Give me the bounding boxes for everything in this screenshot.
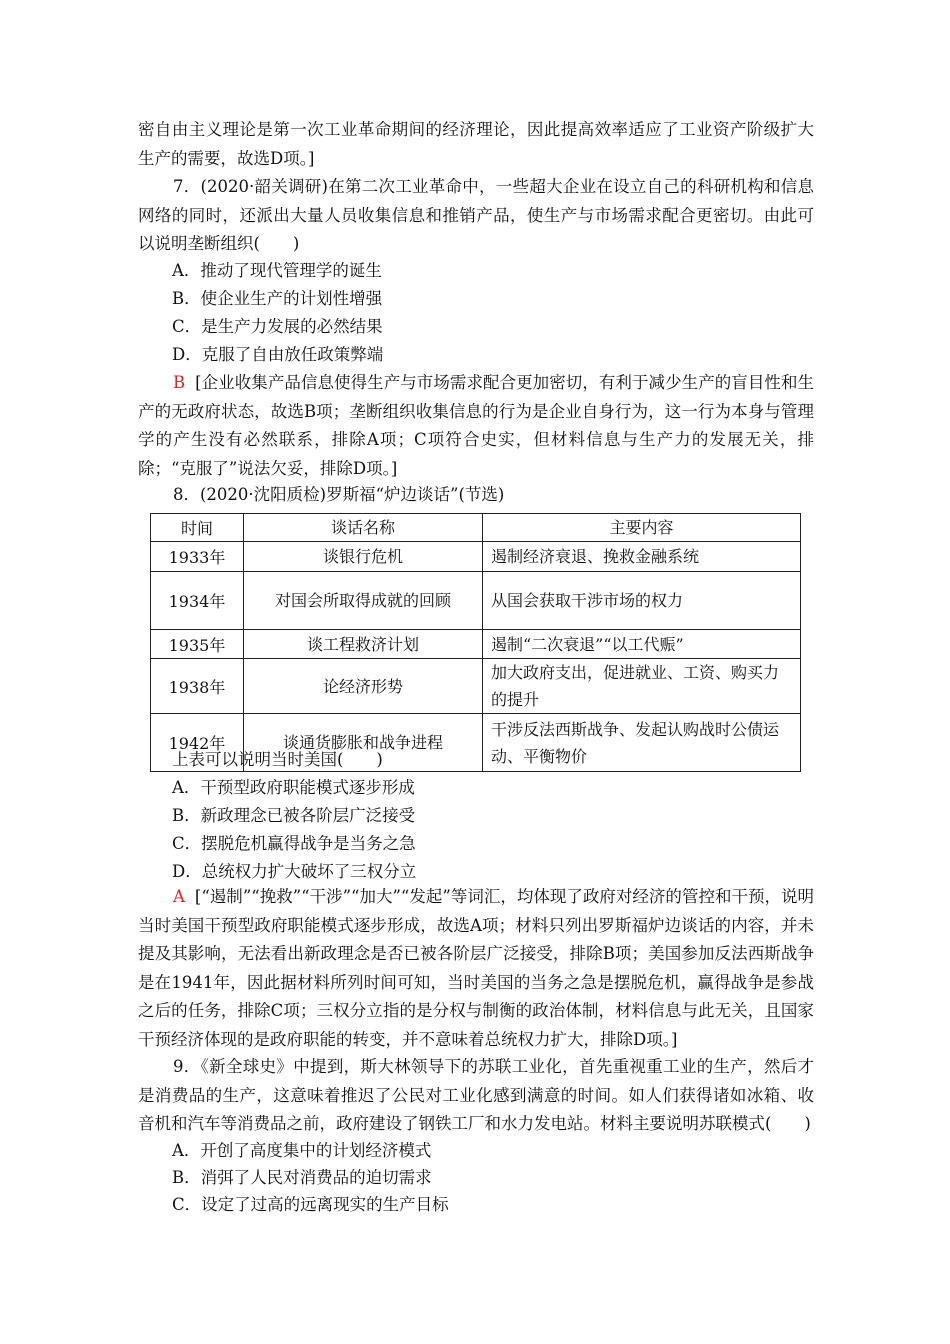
q7-option-c: C．是生产力发展的必然结果 [172,317,383,336]
q8-question-prompt: 上表可以说明当时美国( ) [172,750,383,769]
q7-option-d: D．克服了自由放任政策弊端 [172,345,384,364]
fireside-chats-table [150,513,801,772]
q9-option-c: C．设定了过高的远离现实的生产目标 [172,1195,449,1214]
q8-explanation-text: [“遏制”“挽救”“干涉”“加大”“发起”等词汇，均体现了政府对经济的管控和干预，说明当时美国干预型政府职能模式逐步形成，故选A项；材料只列出罗斯福炉边谈话的内容，并未提及其影响，无法看出新政理念是否已被各阶层广泛接受，排除B项；美国参加反法西斯战争是在1941年，因此据材料所列时间可知，当时美国的当务之急是摆脱危机，赢得战争是参战之后的任务，排除C项；三权分立指的是分权与制衡的政治体制，材料信息与此无关，且国家干预经济体现的是政府职能的转变，并不意味着总统权力扩大，排除D项。] [138,887,814,1049]
q8-option-b: B．新政理念已被各阶层广泛接受 [172,806,416,825]
q8-answer-explanation [138,883,814,1054]
q7-option-a: A．推动了现代管理学的诞生 [172,261,382,280]
q8-option-a: A．干预型政府职能模式逐步形成 [172,778,415,797]
q8-option-d: D．总统权力扩大破坏了三权分立 [172,862,417,881]
question-8-stem: 8．(2020·沈阳质检)罗斯福“炉边谈话”(节选) [173,485,505,504]
table-cell-title: 论经济形势 [244,659,483,714]
question-9-stem: 9．《新全球史》中提到，斯大林领导下的苏联工业化，首先重视重工业的生产，然后才是消费品的生产，这意味着推迟了公民对工业化感到满意的时间。如人们获得诸如冰箱、收音机和汽车等消费品之前，政府建设了钢铁工厂和水力发电站。材料主要说明苏联模式( ) [138,1057,814,1133]
table-header-title: 谈话名称 [244,514,483,542]
table-cell-year: 1942年 [151,714,244,772]
table-header-content: 主要内容 [483,514,801,542]
table-cell-content: 从国会获取干涉市场的权力 [483,572,801,630]
q9-option-b: B．消弭了人民对消费品的迫切需求 [172,1168,432,1187]
table-cell-year: 1933年 [151,542,244,572]
table-cell-title: 对国会所取得成就的回顾 [244,572,483,630]
table-cell-year: 1934年 [151,572,244,630]
q7-answer-letter: B [173,373,186,392]
table-cell-title: 谈通货膨胀和战争进程 [244,714,483,772]
table-row [151,542,801,572]
table-cell-year: 1938年 [151,659,244,714]
q7-option-b: B．使企业生产的计划性增强 [172,289,383,308]
table-cell-content: 干涉反法西斯战争、发起认购战时公债运动、平衡物价 [483,714,801,772]
table-cell-content: 遏制“二次衰退”“以工代赈” [483,630,801,659]
question-7-stem: 7．(2020·韶关调研)在第二次工业革命中，一些超大企业在设立自己的科研机构和信息网络的同时，还派出大量人员收集信息和推销产品，使生产与市场需求配合更密切。由此可以说明垄断组织( ) [138,177,814,253]
table-cell-title: 谈工程救济计划 [244,630,483,659]
table-cell-year: 1935年 [151,630,244,659]
table-cell-title: 谈银行危机 [244,542,483,572]
table-row [151,630,801,659]
intro-paragraph: 密自由主义理论是第一次工业革命期间的经济理论，因此提高效率适应了工业资产阶级扩大生产的需要，故选D项。] [138,120,814,168]
table-row [151,572,801,630]
q9-option-a: A．开创了高度集中的计划经济模式 [172,1141,432,1160]
table-row [151,659,801,714]
q7-answer-explanation [138,369,814,483]
q8-option-c: C．摆脱危机赢得战争是当务之急 [172,834,416,853]
table-header-row [151,514,801,542]
q8-answer-letter: A [173,887,185,906]
table-header-time: 时间 [151,514,244,542]
table-cell-content: 遏制经济衰退、挽救金融系统 [483,542,801,572]
table-cell-content: 加大政府支出，促进就业、工资、购买力的提升 [483,659,801,714]
q7-explanation-text: [企业收集产品信息使得生产与市场需求配合更加密切，有利于减少生产的盲目性和生产的无政府状态，故选B项；垄断组织收集信息的行为是企业自身行为，这一行为本身与管理学的产生没有必然联系，排除A项；C项符合史实，但材料信息与生产力的发展无关，排除；“克服了”说法欠妥，排除D项。] [138,373,814,478]
